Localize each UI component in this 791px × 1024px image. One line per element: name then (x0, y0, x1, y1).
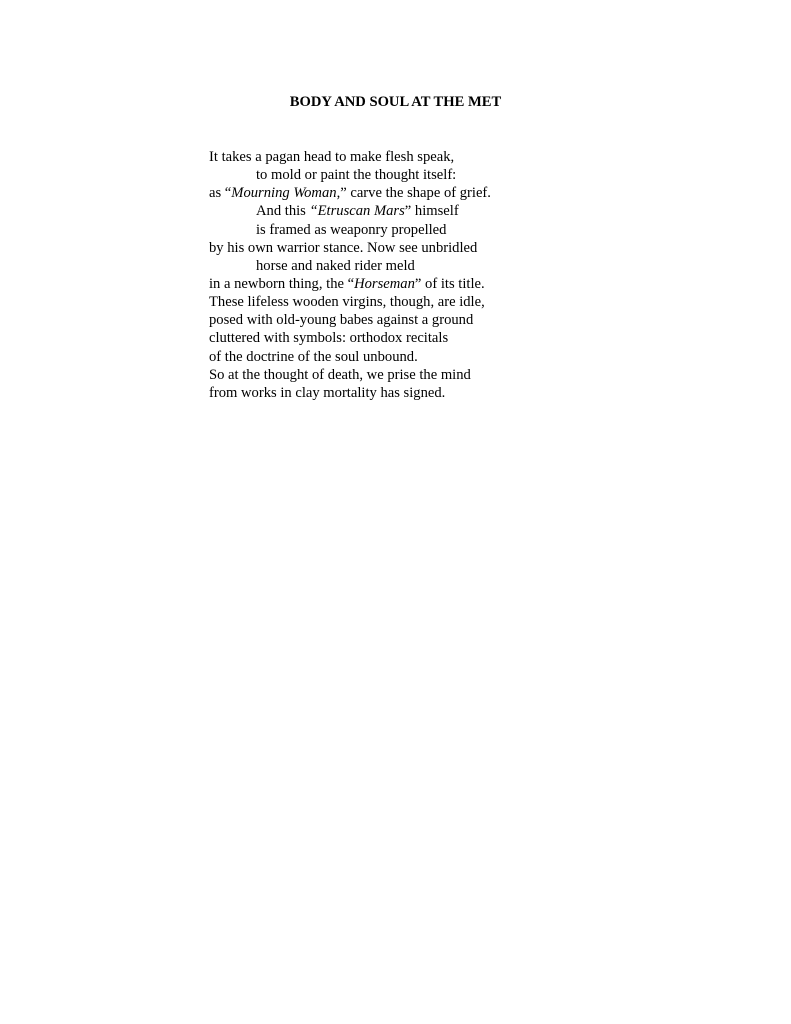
poem-line-text: And this (256, 203, 310, 220)
poem-line (209, 257, 569, 275)
poem-line (209, 311, 569, 329)
poem-line (209, 166, 569, 184)
poem-line-text: as “ (209, 185, 232, 202)
poem-line (209, 293, 569, 311)
poem-line-text: from works in clay mortality has signed. (209, 384, 446, 401)
poem-line (209, 184, 569, 202)
poem-line-text: cluttered with symbols: orthodox recitals (209, 330, 449, 347)
poem-line-text: in a newborn thing, the “ (209, 275, 355, 292)
poem-line-text: ” himself (404, 203, 459, 220)
poem-line-text: to mold or paint the thought itself: (256, 167, 457, 184)
poem-line-text: It takes a pagan head to make flesh speak, (209, 149, 455, 165)
poem-line-text: of the doctrine of the soul unbound. (209, 348, 418, 365)
poem-line-italic-text: Mourning Woman (231, 185, 337, 202)
poem-line-text: horse and naked rider meld (256, 257, 415, 274)
poem-line-text: posed with old-young babes against a ground (209, 312, 474, 329)
poem-line-text: ” of its title. (414, 275, 485, 292)
poem-line-text: by his own warrior stance. Now see unbridled (209, 239, 478, 256)
poem-line (209, 221, 569, 239)
poem-line (209, 348, 569, 366)
poem-line-text: So at the thought of death, we prise the mind (209, 366, 471, 383)
poem-line-text: is framed as weaponry propelled (256, 221, 447, 238)
poem-line-text: These lifeless wooden virgins, though, are idle, (209, 294, 485, 311)
poem-title: BODY AND SOUL AT THE MET (289, 94, 502, 110)
poem-line (209, 329, 569, 347)
poem-line-italic-text: Horseman (354, 275, 415, 292)
poem-line (209, 202, 569, 220)
poem-body (209, 148, 569, 402)
poem-line (209, 366, 569, 384)
poem-line (209, 239, 569, 257)
poem-line-italic-text: “Etruscan Mars (309, 203, 405, 220)
poem-line (209, 384, 569, 402)
poem-line (209, 148, 569, 166)
poem-line (209, 275, 569, 293)
poem-line-text: ,” carve the shape of grief. (336, 185, 491, 202)
